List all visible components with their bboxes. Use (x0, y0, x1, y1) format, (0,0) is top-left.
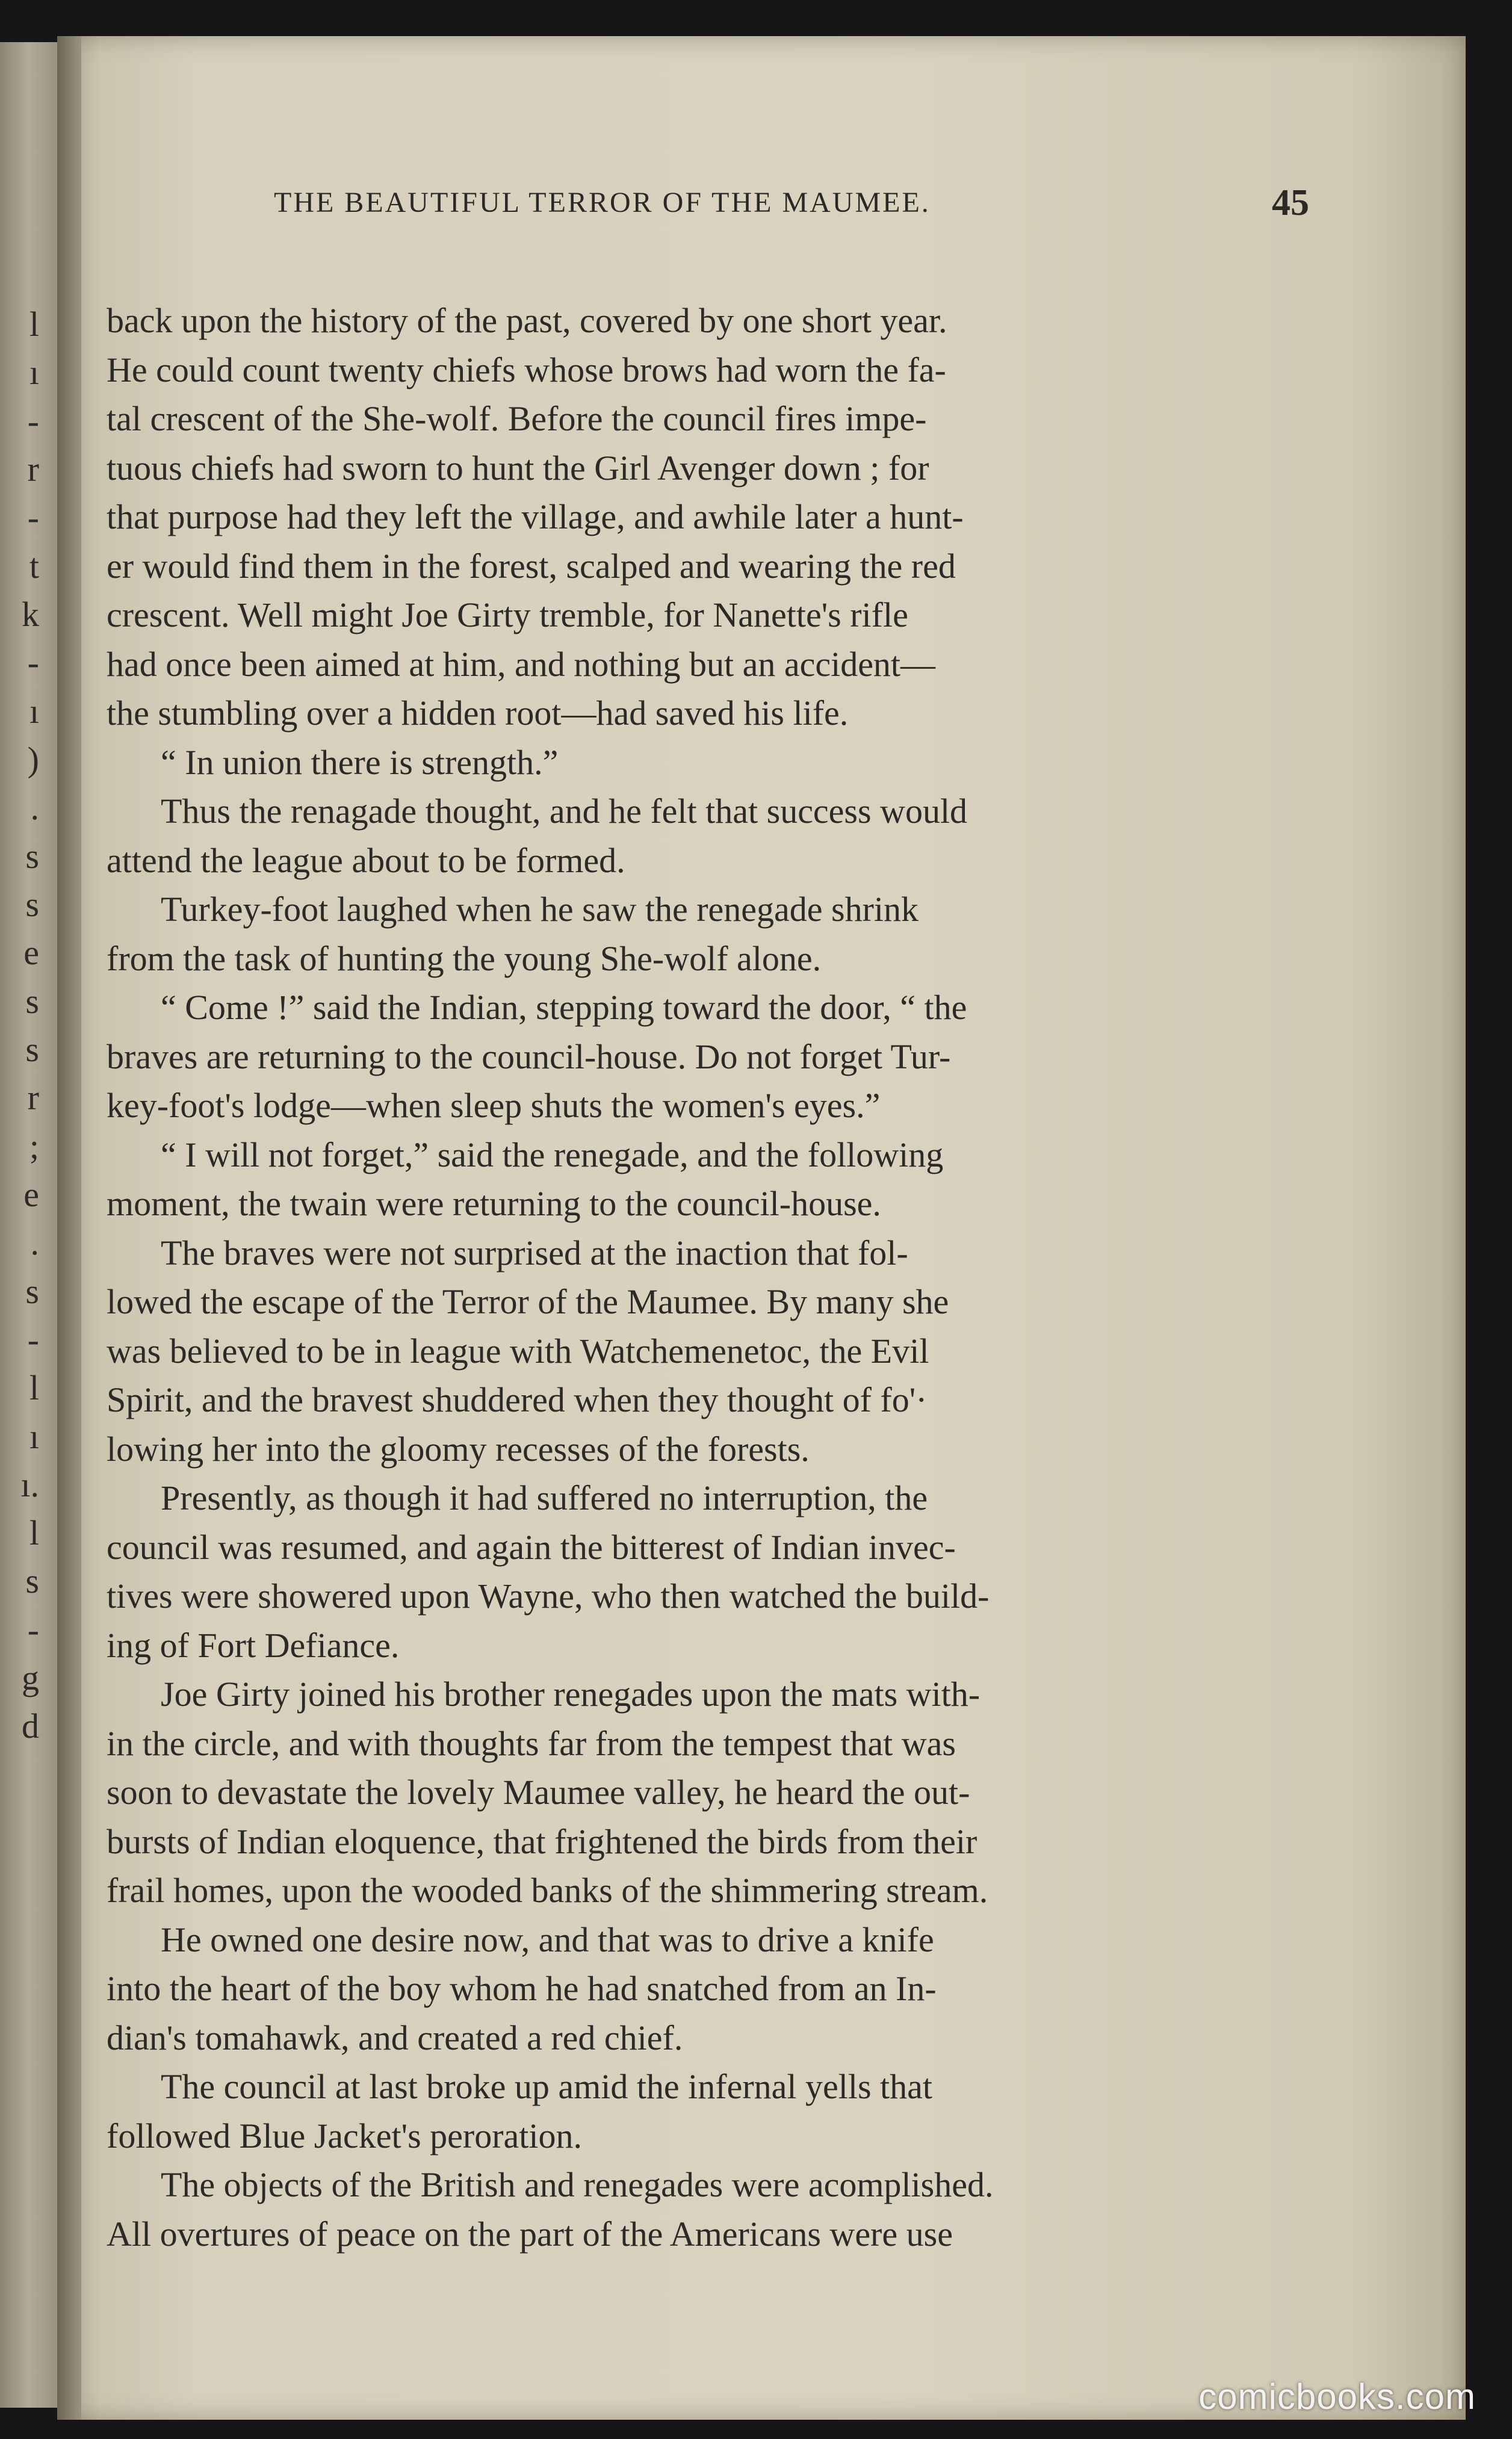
previous-page-char: r (27, 449, 39, 489)
previous-page-char: ı. (20, 1464, 39, 1504)
text-line: The council at last broke up amid the infernal yells that (161, 2067, 933, 2106)
previous-page-char: d (22, 1706, 39, 1746)
text-line: Spirit, and the bravest shuddered when they thought of fo'· (107, 1380, 928, 1419)
previous-page-char: ; (29, 1126, 39, 1166)
text-line: The braves were not surprised at the inaction that fol- (161, 1233, 908, 1272)
text-line: “ Come !” said the Indian, stepping toward the door, “ the (161, 988, 967, 1027)
text-line: er would find them in the forest, scalped and wearing the red (107, 546, 956, 586)
text-line: He owned one desire now, and that was to drive a knife (161, 1920, 934, 1959)
text-line: into the heart of the boy whom he had snatched from an In- (107, 1969, 937, 2008)
previous-page-char: s (25, 884, 39, 924)
text-line: frail homes, upon the wooded banks of the shimmering stream. (107, 1871, 988, 1910)
previous-page-char: g (22, 1658, 39, 1698)
text-line: ing of Fort Defiance. (107, 1625, 400, 1665)
previous-page-char: - (27, 1319, 39, 1359)
text-line: tal crescent of the She-wolf. Before the council fires impe- (107, 399, 927, 438)
page-gutter (57, 36, 81, 2420)
previous-page-char: . (30, 788, 39, 828)
text-line: the stumbling over a hidden root—had saved his life. (107, 693, 849, 733)
previous-page-char: s (25, 1561, 39, 1601)
text-line: had once been aimed at him, and nothing but an accident— (107, 644, 936, 684)
previous-page-char: l (29, 1513, 39, 1553)
previous-page-fragments (0, 42, 57, 2408)
page-number: 45 (1272, 182, 1309, 223)
text-line: Joe Girty joined his brother renegades upon the mats with- (161, 1675, 981, 1714)
previous-page-char: e (23, 1174, 39, 1214)
text-line: braves are returning to the council-house. Do not forget Tur- (107, 1037, 951, 1076)
text-line: Presently, as though it had suffered no interruption, the (161, 1478, 928, 1517)
text-line: Turkey-foot laughed when he saw the renegade shrink (161, 890, 919, 929)
text-line: bursts of Indian eloquence, that frightened the birds from their (107, 1821, 978, 1861)
previous-page-char: ı (29, 353, 39, 392)
text-line: “ I will not forget,” said the renegade, and the following (161, 1135, 944, 1174)
text-line: lowed the escape of the Terror of the Maumee. By many she (107, 1282, 949, 1321)
text-line: was believed to be in league with Watchemenetoc, the Evil (107, 1331, 929, 1371)
previous-page-char: t (29, 546, 39, 586)
text-line: tuous chiefs had sworn to hunt the Girl Avenger down ; for (107, 448, 929, 488)
previous-page-char: l (29, 1368, 39, 1408)
text-line: The objects of the British and renegades were acomplished. (161, 2165, 994, 2204)
text-line: lowing her into the gloomy recesses of the forests. (107, 1429, 810, 1469)
text-line: back upon the history of the past, covered by one short year. (107, 301, 947, 340)
text-line: attend the league about to be formed. (107, 840, 625, 880)
previous-page-char: ) (27, 739, 39, 779)
book-page (57, 36, 1466, 2420)
previous-page-char: ı (29, 1416, 39, 1456)
previous-page-char: l (29, 305, 39, 344)
previous-page-char: - (27, 498, 39, 538)
previous-page-char: . (30, 1223, 39, 1263)
previous-page-char: - (27, 401, 39, 441)
previous-page-char: s (25, 836, 39, 876)
text-line: tives were showered upon Wayne, who then watched the build- (107, 1576, 990, 1616)
text-line: crescent. Well might Joe Girty tremble, for Nanette's rifle (107, 595, 908, 634)
text-line: Thus the renagade thought, and he felt that success would (161, 792, 968, 831)
previous-page-char: - (27, 643, 39, 683)
text-line: key-foot's lodge—when sleep shuts the women's eyes.” (107, 1086, 881, 1125)
previous-page-char: k (22, 594, 39, 634)
text-line: that purpose had they left the village, and awhile later a hunt- (107, 497, 964, 536)
watermark: comicbooks.com (1198, 2376, 1476, 2417)
previous-page-char: s (25, 981, 39, 1021)
running-header: THE BEAUTIFUL TERROR OF THE MAUMEE. (274, 187, 931, 218)
previous-page-char: s (25, 1029, 39, 1069)
body-text (107, 296, 1340, 2258)
text-line: dian's tomahawk, and created a red chief. (107, 2018, 683, 2057)
text-line: soon to devastate the lovely Maumee valley, he heard the out- (107, 1773, 970, 1812)
previous-page-char: r (27, 1078, 39, 1118)
text-line: “ In union there is strength.” (161, 742, 559, 782)
text-line: followed Blue Jacket's peroration. (107, 2116, 582, 2155)
previous-page-char: ı (29, 691, 39, 731)
previous-page-edge (0, 42, 57, 2408)
text-line: council was resumed, and again the bitterest of Indian invec- (107, 1527, 956, 1567)
previous-page-char: - (27, 1610, 39, 1649)
text-line: He could count twenty chiefs whose brows had worn the fa- (107, 350, 946, 389)
text-line: moment, the twain were returning to the council-house. (107, 1184, 881, 1223)
text-line: All overtures of peace on the part of the Americans were use (107, 2214, 953, 2254)
text-line: from the task of hunting the young She-wolf alone. (107, 938, 822, 978)
previous-page-char: e (23, 933, 39, 973)
text-line: in the circle, and with thoughts far from the tempest that was (107, 1723, 956, 1763)
previous-page-char: s (25, 1271, 39, 1311)
